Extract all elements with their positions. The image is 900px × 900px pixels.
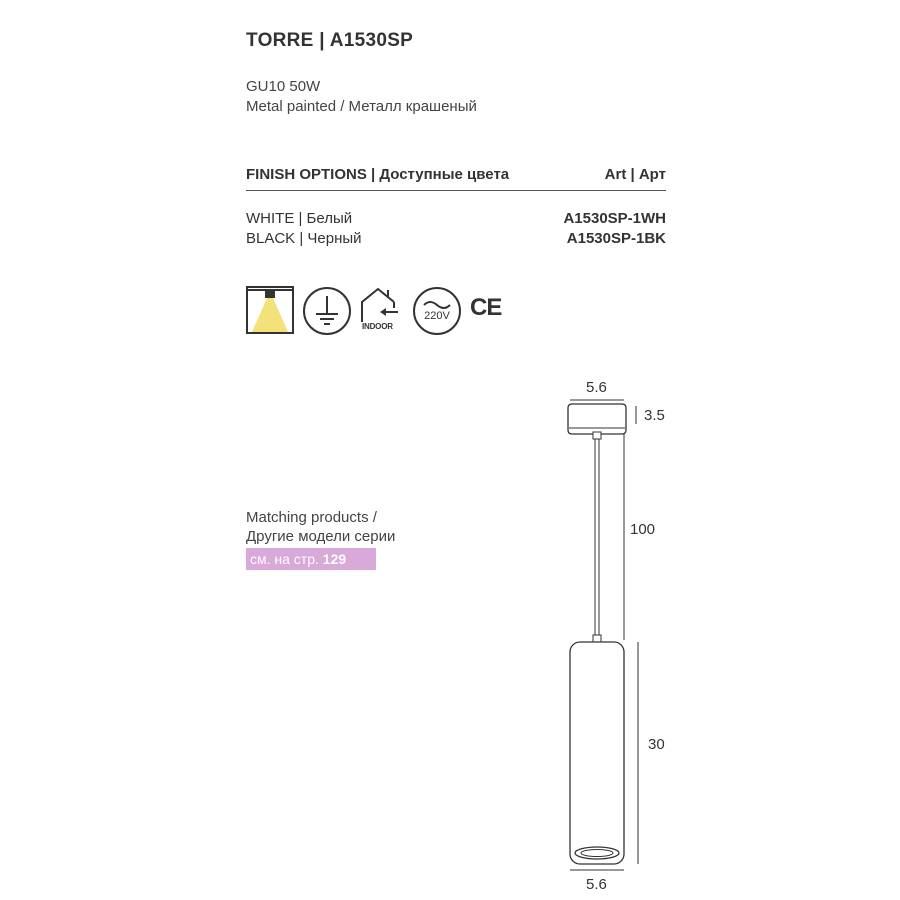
finish-code: A1530SP-1BK — [566, 230, 666, 247]
ce-mark-icon: CE — [470, 294, 502, 321]
ground-class-icon — [302, 286, 352, 341]
finish-row-white — [246, 210, 666, 230]
finish-name: WHITE | Белый — [246, 210, 353, 227]
material-spec: Metal painted / Металл крашеный — [246, 98, 477, 115]
matching-products-label: Matching products / — [246, 509, 377, 526]
finish-heading: FINISH OPTIONS | Доступные цвета — [246, 166, 510, 183]
dimension-cable-length: 100 — [630, 521, 656, 538]
lamp-technical-drawing — [540, 390, 670, 890]
page-ref-number: 129 — [322, 551, 347, 567]
dimension-canopy-height: 3.5 — [644, 407, 665, 424]
matching-products-label-ru: Другие модели серии — [246, 528, 396, 545]
product-title: TORRE | A1530SP — [246, 30, 414, 51]
indoor-icon — [358, 286, 402, 329]
light-direction-down-icon — [246, 286, 294, 339]
page-ref-prefix: см. на стр. — [250, 551, 319, 567]
indoor-label: INDOOR — [362, 322, 393, 331]
finish-row-black — [246, 230, 666, 250]
finish-code: A1530SP-1WH — [563, 210, 666, 227]
dimension-body-height: 30 — [648, 736, 665, 753]
dimension-canopy-width: 5.6 — [586, 379, 607, 396]
lamp-canopy — [568, 404, 626, 434]
lamp-spec: GU10 50W — [246, 78, 321, 95]
dimension-body-width: 5.6 — [586, 876, 607, 893]
lamp-body — [570, 642, 624, 864]
voltage-icon — [412, 286, 462, 341]
art-heading: Art | Арт — [604, 166, 666, 183]
finish-name: BLACK | Черный — [246, 230, 362, 247]
page-reference-badge — [246, 548, 376, 570]
finish-options-header — [246, 164, 666, 191]
voltage-label: 220V — [424, 310, 450, 322]
